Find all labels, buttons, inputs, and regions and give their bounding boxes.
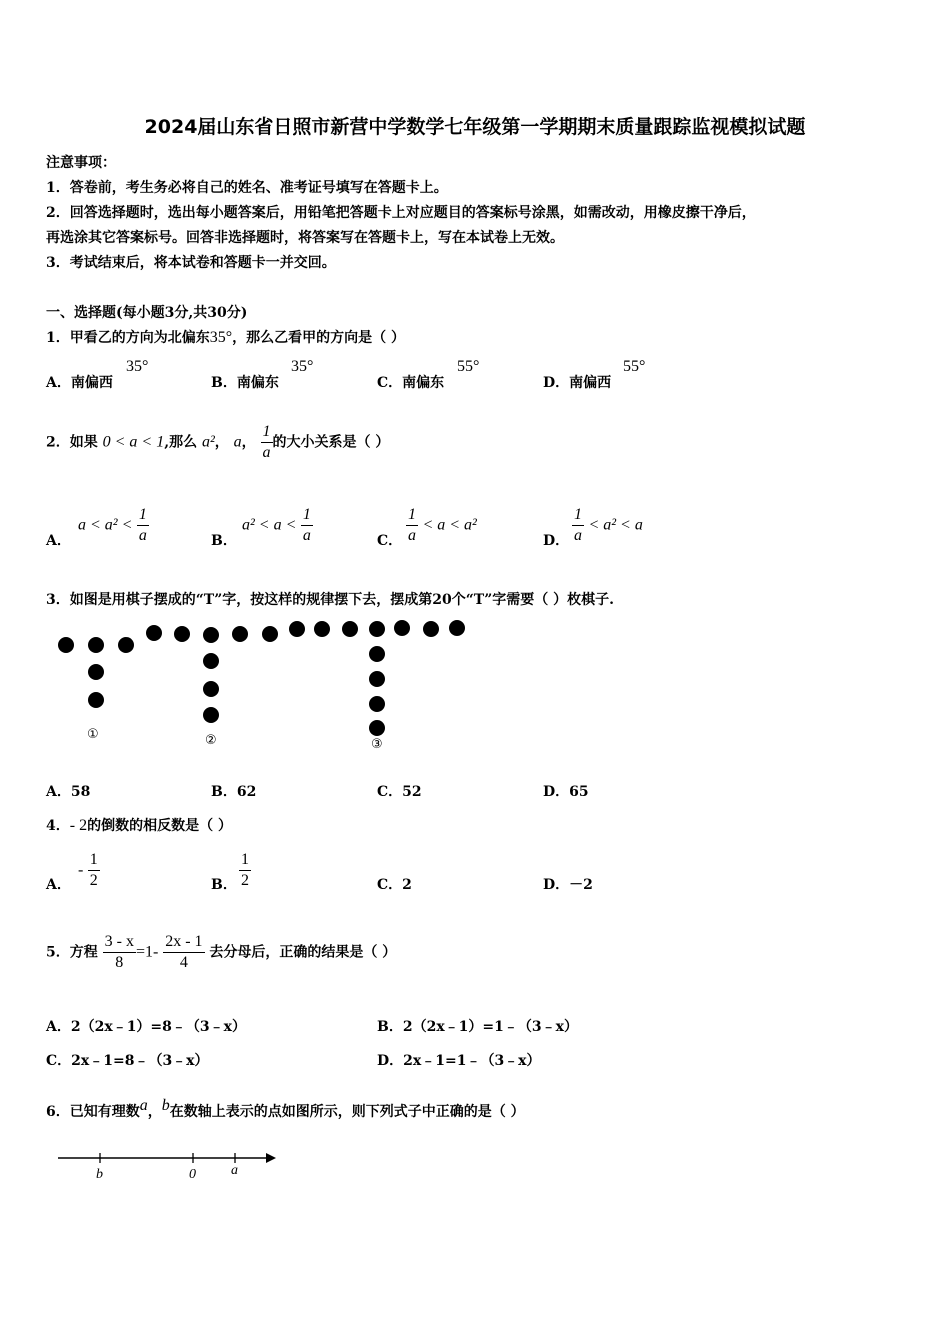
chess-piece [394,620,410,636]
chess-piece [369,671,385,687]
notice-item: 3．考试结束后，将本试卷和答题卡一并交回。 [46,255,336,271]
chess-piece [314,621,330,637]
chess-piece [342,621,358,637]
axis-label-zero: 0 [189,1167,196,1182]
question-stem: 2．如果 [46,434,98,451]
option-d[interactable]: D．2x﹣1=1﹣（3﹣x） [377,1053,541,1069]
option-d-expr: $\frac{1}{a}$ < a² < a [574,506,643,544]
figure-label: ② [205,733,217,748]
option-d[interactable]: D． [543,533,570,549]
term-a: a [233,433,242,451]
option-c-value: 55° [457,358,480,375]
separator: ， [241,434,256,451]
question-stem: ，那么乙看甲的方向是（ ） [232,330,406,346]
question-5: 5．方程 $\frac{3 - x}{8}$ =1- $\frac{2x - 1}{4}$ 去分母后，正确的结果是（ ） [46,933,397,971]
page-title: 2024届山东省日照市新营中学数学七年级第一学期期末质量跟踪监视模拟试题 [144,116,806,138]
section-heading: 一、选择题(每小题3分,共30分) [46,305,248,321]
fraction-right: $\frac{2x - 1}{4}$ [165,933,203,971]
option-a[interactable]: A． [46,533,71,549]
value: - 2 [69,817,88,834]
option-a[interactable]: A． [46,877,71,893]
chess-piece [289,621,305,637]
chess-piece [232,626,248,642]
chess-piece [369,646,385,662]
chess-piece [88,692,104,708]
option-b[interactable]: B．62 [211,784,257,800]
angle-value: 35° [209,329,233,346]
term-a-squared: a² [201,433,215,451]
option-a[interactable]: A．南偏西 [46,375,113,391]
axis-label-b: b [96,1167,103,1182]
option-c[interactable]: C． [377,533,403,549]
fraction-left: $\frac{3 - x}{8}$ [104,933,134,971]
option-b-expr: a² < a < $\frac{1}{a}$ [242,506,311,544]
chess-piece [146,625,162,641]
option-b[interactable]: B． [211,533,237,549]
option-a-value: 35° [126,358,149,375]
option-a-expr: - $\frac{1}{2}$ [78,851,98,889]
number-line [50,1145,290,1185]
figure-label: ③ [371,737,383,752]
fraction-one-over-a: $\frac{1}{a}$ [262,423,271,461]
question-1 [46,327,405,347]
chess-piece [369,696,385,712]
chess-piece [369,720,385,736]
notice-item: 2．回答选择题时，选出每小题答案后，用铅笔把答题卡上对应题目的答案标号涂黑，如需改动，用橡皮擦干净后， [46,205,756,221]
axis-label-a: a [231,1163,238,1178]
notice-item: 1．答卷前，考生务必将自己的姓名、准考证号填写在答题卡上。 [46,180,448,196]
question-stem: ,那么 [164,434,198,451]
separator: ， [214,434,229,451]
chess-piece [262,626,278,642]
chess-piece [174,626,190,642]
option-c[interactable]: C．52 [377,784,422,800]
option-d[interactable]: D．65 [543,784,589,800]
option-a-expr: a < a² < $\frac{1}{a}$ [78,506,147,544]
option-a[interactable]: A．2（2x﹣1）=8﹣（3﹣x） [46,1019,246,1035]
option-c[interactable]: C．2x﹣1=8﹣（3﹣x） [46,1053,209,1069]
question-2 [46,422,389,463]
chess-piece [88,664,104,680]
notice-item: 再选涂其它答案标号。回答非选择题时，将答案写在答题卡上，写在本试卷上无效。 [46,230,564,246]
chess-piece [449,620,465,636]
chess-piece [203,627,219,643]
figure-label: ① [87,727,99,742]
option-d[interactable]: D．南偏西 [543,375,612,391]
chess-piece [203,681,219,697]
option-c-expr: $\frac{1}{a}$ < a < a² [408,506,477,544]
option-a[interactable]: A．58 [46,784,91,800]
condition: 0 < a < 1 [102,433,165,451]
question-6: 6．已知有理数a，b在数轴上表示的点如图所示，则下列式子中正确的是（ ） [46,1097,525,1120]
option-c[interactable]: C．南偏东 [377,375,445,391]
option-b[interactable]: B．南偏东 [211,375,279,391]
chess-piece [203,707,219,723]
chess-piece [369,621,385,637]
question-4: 4．- 2的倒数的相反数是（ ） [46,817,232,834]
chess-piece [58,637,74,653]
option-d[interactable]: D．－2 [543,877,593,893]
option-b-value: 35° [291,358,314,375]
option-d-value: 55° [623,358,646,375]
chess-piece [88,637,104,653]
option-b[interactable]: B． [211,877,237,893]
chess-piece [423,621,439,637]
question-stem: 1．甲看乙的方向为北偏东 [46,330,210,346]
chess-piece [118,637,134,653]
question-3: 3．如图是用棋子摆成的“T”字，按这样的规律摆下去，摆成第20个“T”字需要（ ）枚棋子. [46,592,615,608]
chess-piece [203,653,219,669]
question-stem: 的大小关系是（ ） [272,434,390,451]
option-b-expr: $\frac{1}{2}$ [241,851,249,889]
option-c[interactable]: C．2 [377,877,412,893]
option-b[interactable]: B．2（2x﹣1）=1﹣（3﹣x） [377,1019,578,1035]
notice-heading: 注意事项： [46,155,116,171]
